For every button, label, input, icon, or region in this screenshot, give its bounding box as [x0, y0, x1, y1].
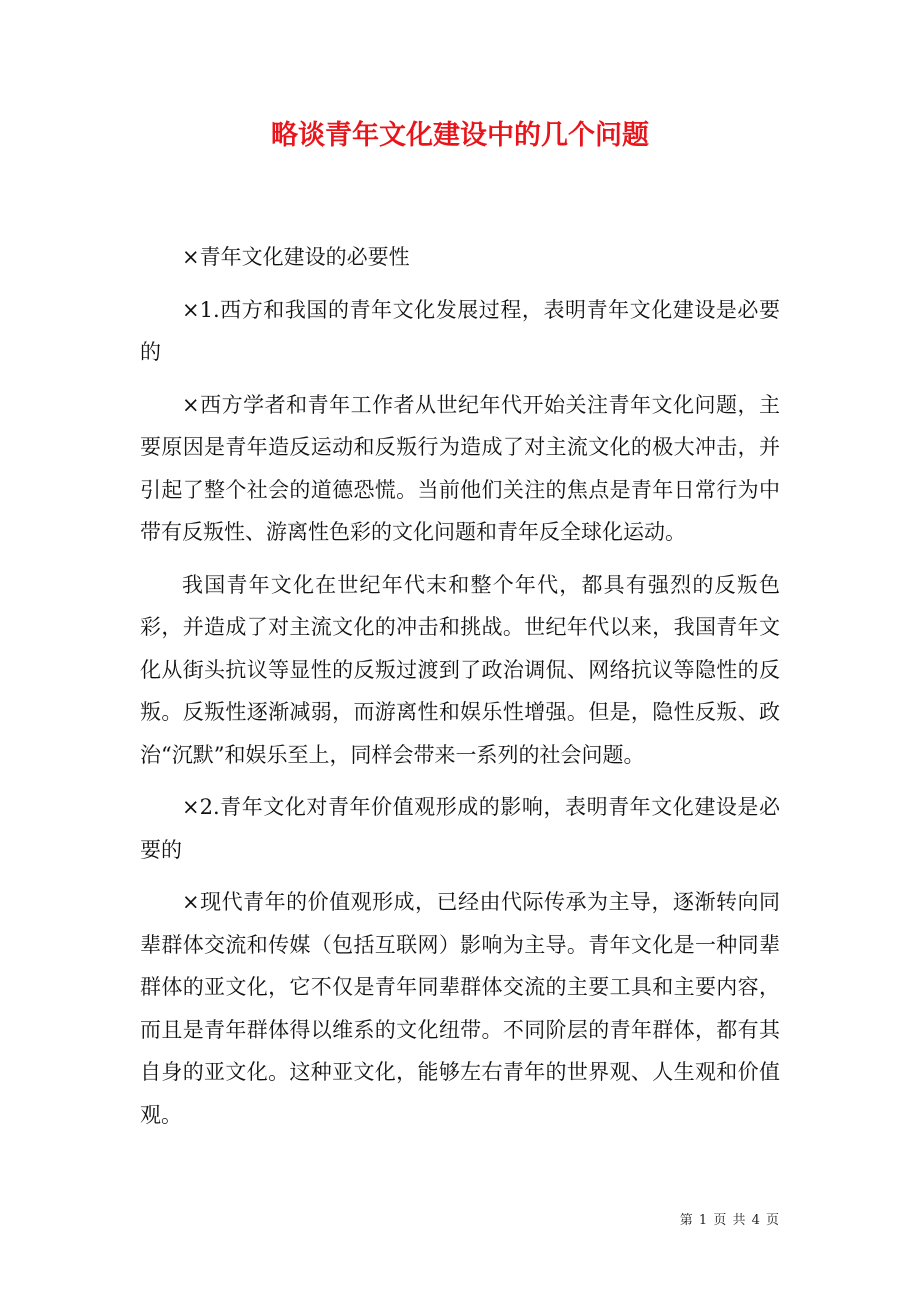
- paragraph-section-heading: ×青年文化建设的必要性: [182, 245, 410, 269]
- document-body: [140, 236, 780, 1146]
- document-title: 略谈青年文化建设中的几个问题: [271, 120, 649, 151]
- paragraph-values-formation: ×现代青年的价值观形成，已经由代际传承为主导，逐渐转向同辈群体交流和传媒（包括互联网）影响为主导。青年文化是一种同辈群体的亚文化，它不仅是青年同辈群体交流的主要工具和主要内容，而且是青年群体得以维系的文化纽带。不同阶层的青年群体，都有其自身的亚文化。这种亚文化，能够左右青年的世界观、人生观和价值观。: [140, 890, 780, 1127]
- page-number-footer: 第 1 页 共 4 页: [679, 1213, 780, 1228]
- paragraph-subheading-2: ×2.青年文化对青年价值观形成的影响，表明青年文化建设是必要的: [140, 795, 780, 862]
- paragraph-china-youth-culture: 我国青年文化在世纪年代末和整个年代，都具有强烈的反叛色彩，并造成了对主流文化的冲击和挑战。世纪年代以来，我国青年文化从街头抗议等显性的反叛过渡到了政治调侃、网络抗议等隐性的反叛。反叛性逐渐减弱，而游离性和娱乐性增强。但是，隐性反叛、政治“沉默”和娱乐至上，同样会带来一系列的社会问题。: [140, 572, 780, 767]
- paragraph-subheading-1: ×1.西方和我国的青年文化发展过程，表明青年文化建设是必要的: [140, 297, 780, 364]
- paragraph-western-youth-culture: ×西方学者和青年工作者从世纪年代开始关注青年文化问题，主要原因是青年造反运动和反叛行为造成了对主流文化的极大冲击，并引起了整个社会的道德恐慌。当前他们关注的焦点是青年日常行为中带有反叛性、游离性色彩的文化问题和青年反全球化运动。: [140, 392, 780, 544]
